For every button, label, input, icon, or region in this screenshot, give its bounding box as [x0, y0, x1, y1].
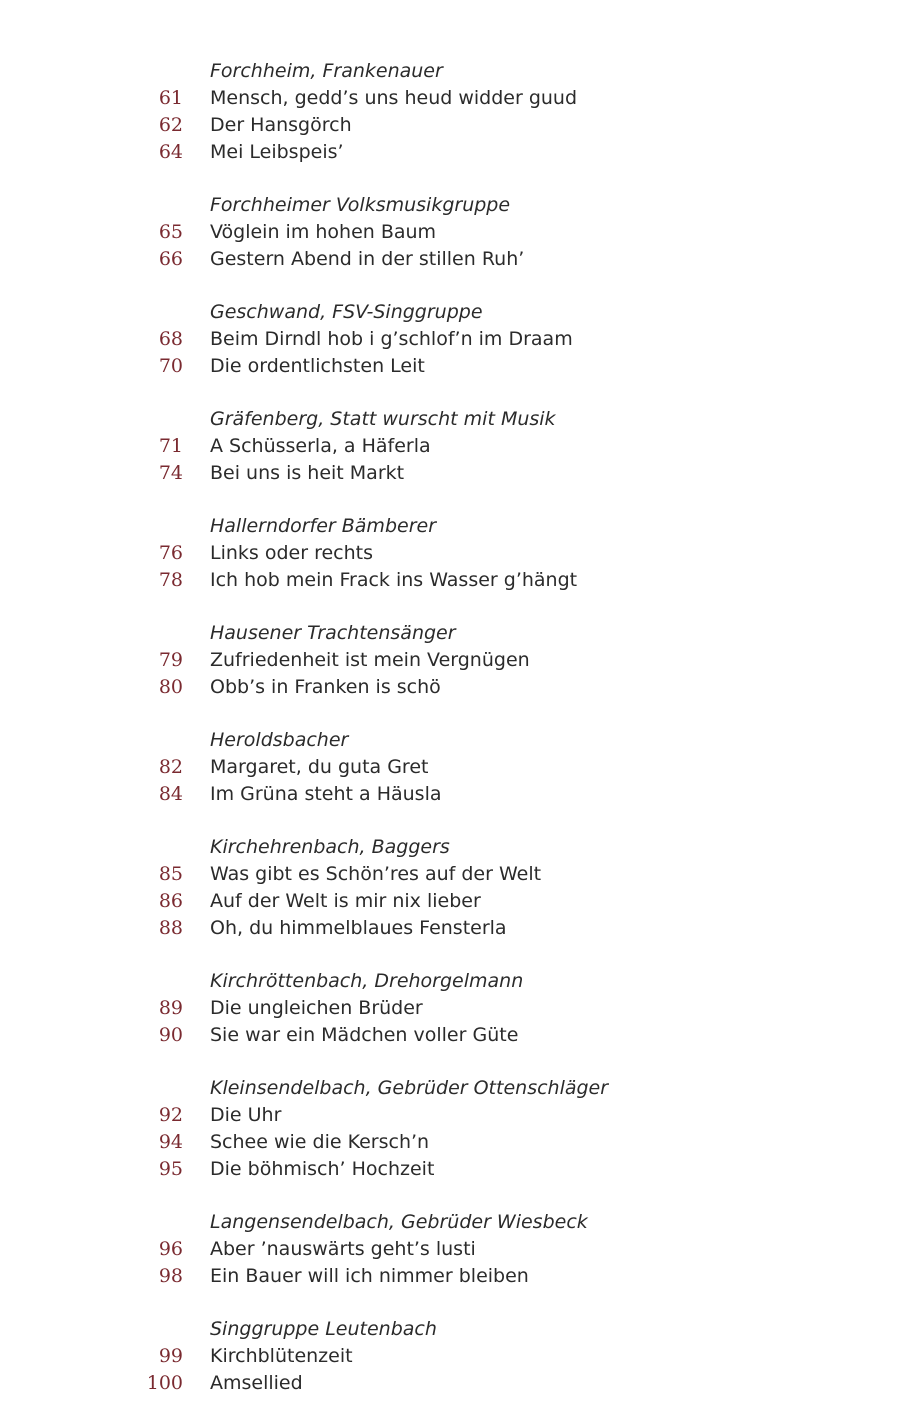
- page-number: 82: [158, 756, 183, 778]
- song-title: Im Grüna steht a Häusla: [210, 783, 442, 805]
- page-number: 80: [158, 676, 183, 698]
- page-number: 71: [158, 435, 183, 457]
- song-title: Ich hob mein Frack ins Wasser g’hängt: [210, 569, 578, 591]
- toc-group: [0, 834, 921, 942]
- song-title: Oh, du himmelblaues Fensterla: [210, 917, 507, 939]
- page-number: 68: [158, 328, 183, 350]
- group-title: Singgruppe Leutenbach: [210, 1318, 437, 1340]
- toc-entry[interactable]: [0, 567, 921, 594]
- page-number: 90: [158, 1024, 183, 1046]
- toc-entry[interactable]: [0, 139, 921, 166]
- toc-entry[interactable]: [0, 219, 921, 246]
- song-title: Gestern Abend in der stillen Ruh’: [210, 248, 525, 270]
- page-number: 78: [158, 569, 183, 591]
- group-title: Gräfenberg, Statt wurscht mit Musik: [210, 408, 556, 430]
- song-title: Ein Bauer will ich nimmer bleiben: [210, 1265, 529, 1287]
- song-title: Mei Leibspeis’: [210, 141, 344, 163]
- song-title: Aber ’nauswärts geht’s lusti: [210, 1238, 476, 1260]
- page-number: 94: [158, 1131, 183, 1153]
- toc-entry[interactable]: [0, 460, 921, 487]
- toc-entry[interactable]: [0, 326, 921, 353]
- toc-entry[interactable]: [0, 1102, 921, 1129]
- toc-group: [0, 58, 921, 166]
- toc-entry[interactable]: [0, 781, 921, 808]
- toc-group: [0, 620, 921, 701]
- toc-group: [0, 1209, 921, 1290]
- page-number: 86: [158, 890, 183, 912]
- song-title: Kirchblütenzeit: [210, 1345, 353, 1367]
- group-title: Forchheim, Frankenauer: [210, 60, 443, 82]
- page-number: 99: [158, 1345, 183, 1367]
- song-title: A Schüsserla, a Häferla: [210, 435, 431, 457]
- page-number: 95: [158, 1158, 183, 1180]
- song-title: Auf der Welt is mir nix lieber: [210, 890, 481, 912]
- page-number: 88: [158, 917, 183, 939]
- page-number: 61: [158, 87, 183, 109]
- toc-group: [0, 1075, 921, 1183]
- table-of-contents: [0, 58, 921, 1423]
- toc-entry[interactable]: [0, 433, 921, 460]
- page-number: 66: [158, 248, 183, 270]
- page-number: 98: [158, 1265, 183, 1287]
- toc-entry[interactable]: [0, 888, 921, 915]
- song-title: Die ungleichen Brüder: [210, 997, 423, 1019]
- page-number: 70: [158, 355, 183, 377]
- group-title: Geschwand, FSV-Singgruppe: [210, 301, 483, 323]
- toc-entry[interactable]: [0, 647, 921, 674]
- group-title: Langensendelbach, Gebrüder Wiesbeck: [210, 1211, 588, 1233]
- toc-entry[interactable]: [0, 674, 921, 701]
- page-number: 85: [158, 863, 183, 885]
- page-number: 79: [158, 649, 183, 671]
- toc-group: [0, 192, 921, 273]
- song-title: Vöglein im hohen Baum: [210, 221, 437, 243]
- toc-group: [0, 727, 921, 808]
- group-title: Kleinsendelbach, Gebrüder Ottenschläger: [210, 1077, 609, 1099]
- page-number: 76: [158, 542, 183, 564]
- group-title: Hausener Trachtensänger: [210, 622, 456, 644]
- toc-entry[interactable]: [0, 353, 921, 380]
- toc-entry[interactable]: [0, 1370, 921, 1397]
- toc-entry[interactable]: [0, 754, 921, 781]
- group-title: Kirchehrenbach, Baggers: [210, 836, 450, 858]
- toc-entry[interactable]: [0, 861, 921, 888]
- group-title: Hallerndorfer Bämberer: [210, 515, 437, 537]
- toc-entry[interactable]: [0, 540, 921, 567]
- toc-entry[interactable]: [0, 1263, 921, 1290]
- song-title: Obb’s in Franken is schö: [210, 676, 441, 698]
- song-title: Links oder rechts: [210, 542, 373, 564]
- toc-entry[interactable]: [0, 1156, 921, 1183]
- group-title: Forchheimer Volksmusikgruppe: [210, 194, 511, 216]
- toc-entry[interactable]: [0, 1129, 921, 1156]
- song-title: Amsellied: [210, 1372, 303, 1394]
- page-number: 84: [158, 783, 183, 805]
- page-number: 92: [158, 1104, 183, 1126]
- toc-group: [0, 1316, 921, 1397]
- toc-entry[interactable]: [0, 246, 921, 273]
- toc-entry[interactable]: [0, 85, 921, 112]
- page-number: 74: [158, 462, 183, 484]
- song-title: Der Hansgörch: [210, 114, 352, 136]
- song-title: Die böhmisch’ Hochzeit: [210, 1158, 435, 1180]
- toc-entry[interactable]: [0, 1022, 921, 1049]
- song-title: Schee wie die Kersch’n: [210, 1131, 430, 1153]
- page-number: 89: [158, 997, 183, 1019]
- group-title: Kirchröttenbach, Drehorgelmann: [210, 970, 524, 992]
- song-title: Zufriedenheit ist mein Vergnügen: [210, 649, 530, 671]
- song-title: Bei uns is heit Markt: [210, 462, 405, 484]
- toc-entry[interactable]: [0, 915, 921, 942]
- page-number: 100: [146, 1372, 183, 1394]
- song-title: Sie war ein Mädchen voller Güte: [210, 1024, 519, 1046]
- song-title: Die Uhr: [210, 1104, 282, 1126]
- song-title: Margaret, du guta Gret: [210, 756, 429, 778]
- toc-entry[interactable]: [0, 1343, 921, 1370]
- toc-entry[interactable]: [0, 995, 921, 1022]
- toc-group: [0, 513, 921, 594]
- song-title: Was gibt es Schön’res auf der Welt: [210, 863, 542, 885]
- page-number: 62: [158, 114, 183, 136]
- song-title: Beim Dirndl hob i g’schlof’n im Draam: [210, 328, 573, 350]
- song-title: Mensch, gedd’s uns heud widder guud: [210, 87, 578, 109]
- toc-group: [0, 968, 921, 1049]
- toc-group: [0, 299, 921, 380]
- group-title: Heroldsbacher: [210, 729, 349, 751]
- page-number: 65: [158, 221, 183, 243]
- toc-entry[interactable]: [0, 112, 921, 139]
- song-title: Die ordentlichsten Leit: [210, 355, 425, 377]
- page-number: 64: [158, 141, 183, 163]
- toc-group: [0, 406, 921, 487]
- page-number: 96: [158, 1238, 183, 1260]
- toc-entry[interactable]: [0, 1236, 921, 1263]
